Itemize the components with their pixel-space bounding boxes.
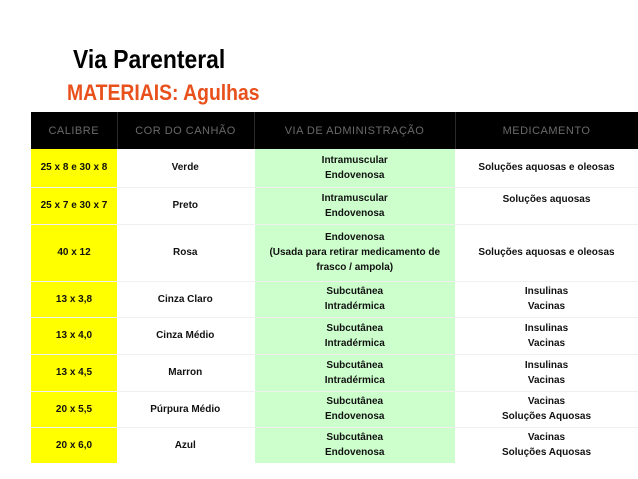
cor-cell: Cinza Médio (117, 317, 254, 354)
calibre-cell: 13 x 4,5 (31, 354, 117, 391)
via-line: Endovenosa (325, 411, 385, 422)
medicamento-cell (455, 149, 638, 187)
via-line: Subcutânea (326, 359, 384, 371)
via-cell (254, 281, 455, 317)
page-title: Via Parenteral (73, 44, 226, 74)
calibre-cell: 20 x 5,5 (31, 391, 117, 427)
table-row (31, 187, 638, 224)
via-line: Endovenosa (325, 232, 385, 243)
table-row (31, 149, 638, 187)
medicamento-line: Insulinas (524, 359, 569, 371)
via-line: Intradérmica (324, 301, 385, 312)
via-cell (254, 391, 455, 427)
table-row (31, 354, 638, 391)
medicamento-cell (455, 187, 638, 224)
medicamento-line: Vacinas (527, 374, 566, 386)
cor-cell: Verde (117, 149, 254, 187)
via-line: Endovenosa (325, 169, 385, 181)
medicamento-line: Soluções aquosas e oleosas (478, 162, 615, 174)
medicamento-line: Vacinas (527, 301, 566, 312)
medicamento-cell (455, 427, 638, 463)
page-subtitle: MATERIAIS: Agulhas (67, 80, 260, 105)
via-cell (254, 427, 455, 463)
via-line: Intradérmica (324, 337, 385, 349)
via-line: Intramuscular (321, 192, 388, 204)
table-row (31, 391, 638, 427)
via-cell (254, 187, 455, 224)
medicamento-line: Soluções aquosas e oleosas (478, 247, 615, 258)
via-line: Subcutânea (326, 286, 384, 297)
cor-cell: Marron (117, 354, 254, 391)
header-medicamento: MEDICAMENTO (455, 112, 638, 149)
cor-cell: Púrpura Médio (117, 391, 254, 427)
table-row (31, 427, 638, 463)
medicamento-line: Soluções Aquosas (501, 447, 592, 459)
calibre-cell: 13 x 4,0 (31, 317, 117, 354)
header-cor-do-canhao: COR DO CANHÃO (117, 112, 254, 149)
table-header-row (31, 112, 638, 149)
medicamento-line: Insulinas (524, 286, 569, 297)
via-cell (254, 224, 455, 281)
calibre-cell: 40 x 12 (31, 224, 117, 281)
medicamento-line: Soluções aquosas (502, 193, 591, 205)
medicamento-line: Vacinas (527, 432, 566, 444)
calibre-cell: 13 x 3,8 (31, 281, 117, 317)
calibre-cell: 25 x 8 e 30 x 8 (31, 149, 117, 187)
via-line: (Usada para retirar medicamento de (269, 247, 441, 258)
via-line: Endovenosa (325, 207, 385, 219)
cor-cell: Azul (174, 439, 196, 451)
medicamento-line: Vacinas (527, 396, 566, 407)
medicamento-line: Insulinas (524, 322, 569, 334)
medicamento-cell (455, 317, 638, 354)
calibre-cell: 20 x 6,0 (31, 427, 117, 463)
via-cell (254, 317, 455, 354)
table-row (31, 224, 638, 281)
via-line: Intradérmica (324, 374, 385, 386)
medicamento-line: Vacinas (527, 337, 566, 349)
via-line: Subcutânea (326, 322, 384, 334)
via-line: Subcutânea (326, 432, 384, 444)
cor-cell: Cinza Claro (117, 281, 254, 317)
medicamento-cell (455, 354, 638, 391)
medicamento-line: Soluções Aquosas (501, 411, 592, 422)
via-line: Endovenosa (325, 447, 385, 459)
calibre-cell: 25 x 7 e 30 x 7 (31, 187, 117, 224)
medicamento-cell (455, 224, 638, 281)
header-via-de-administracao: VIA DE ADMINISTRAÇÃO (254, 112, 455, 149)
table-row (31, 317, 638, 354)
via-cell (254, 149, 455, 187)
table-row (31, 281, 638, 317)
via-line: Subcutânea (326, 396, 384, 407)
cor-cell: Preto (117, 187, 254, 224)
medicamento-cell (455, 391, 638, 427)
via-line: frasco / ampola) (316, 262, 394, 273)
via-line: Intramuscular (321, 154, 388, 166)
via-cell (254, 354, 455, 391)
header-calibre: CALIBRE (31, 112, 117, 149)
cor-cell: Rosa (117, 224, 254, 281)
medicamento-cell (455, 281, 638, 317)
needles-table (31, 112, 638, 463)
